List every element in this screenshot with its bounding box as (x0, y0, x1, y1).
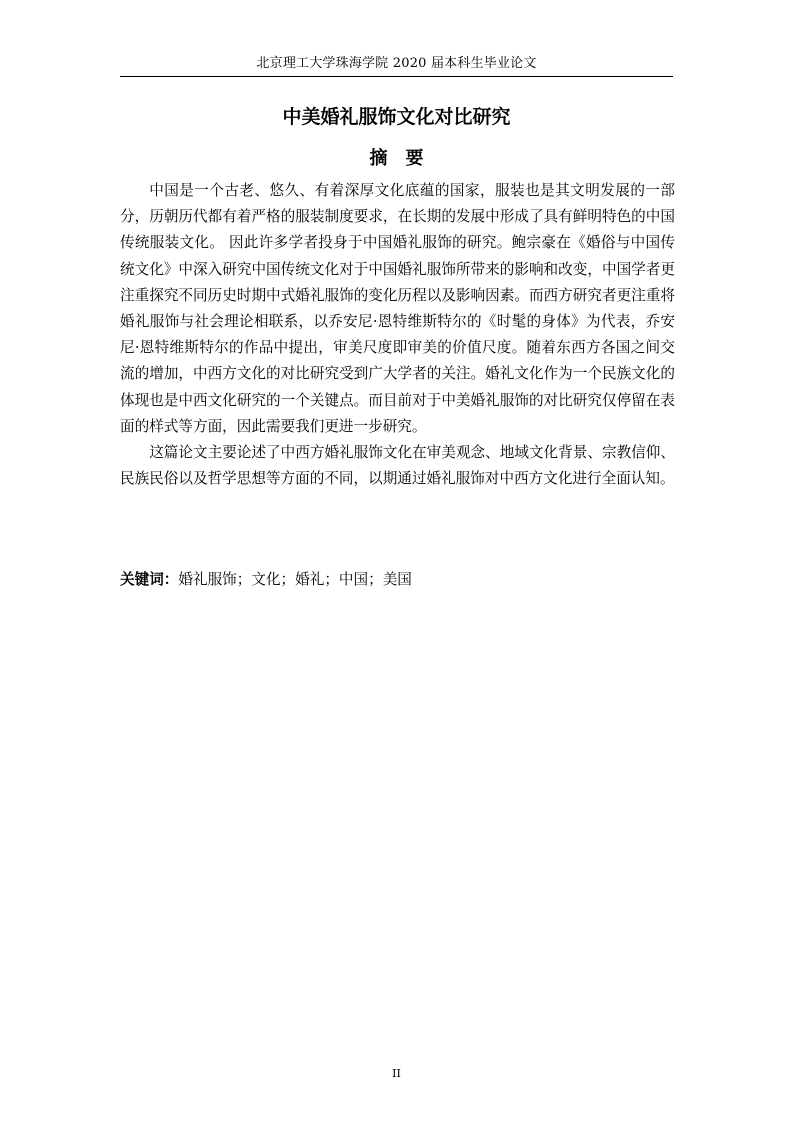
abstract-paragraph-2: 这篇论文主要论述了中西方婚礼服饰文化在审美观念、地域文化背景、宗教信仰、民族民俗以及哲学思想等方面的不同，以期通过婚礼服饰对中西方文化进行全面认知。 (120, 444, 675, 488)
keywords-value: 婚礼服饰；文化；婚礼；中国；美国 (178, 571, 412, 588)
running-header: 北京理工大学珠海学院 2020 届本科生毕业论文 (256, 56, 537, 71)
header-rule (120, 76, 673, 77)
keywords-label: 关键词： (120, 571, 179, 588)
abstract-heading: 摘要 (369, 148, 442, 169)
abstract-paragraph-1: 中国是一个古老、悠久、有着深厚文化底蕴的国家，服装也是其文明发展的一部分，历朝历代都有着严格的服装制度要求，在长期的发展中形成了具有鲜明特色的中国传统服装文化。 因此许多学者投身于中国婚礼服饰的研究。鲍宗豪在《婚俗与中国传统文化》中深入研究中国传统文化对于中国婚礼服饰所带来的影响和改变，中国学者更注重探究不同历史时期中式婚礼服饰的变化历程以及影响因素。而西方研究者更注重将婚礼服饰与社会理论相联系，以乔安尼·恩特维斯特尔的《时髦的身体》为代表，乔安尼·恩特维斯特尔的作品中提出，审美尺度即审美的价值尺度。随着东西方各国之间交流的增加，中西方文化的对比研究受到广大学者的关注。婚礼文化作为一个民族文化的体现也是中西文化研究的一个关键点。而目前对于中美婚礼服饰的对比研究仅停留在表面的样式等方面，因此需要我们更进一步研究。 (120, 182, 675, 435)
keywords-line (120, 567, 675, 593)
page-number: II (392, 1067, 401, 1080)
paper-title: 中美婚礼服饰文化对比研究 (282, 106, 511, 128)
abstract-body (120, 178, 675, 492)
